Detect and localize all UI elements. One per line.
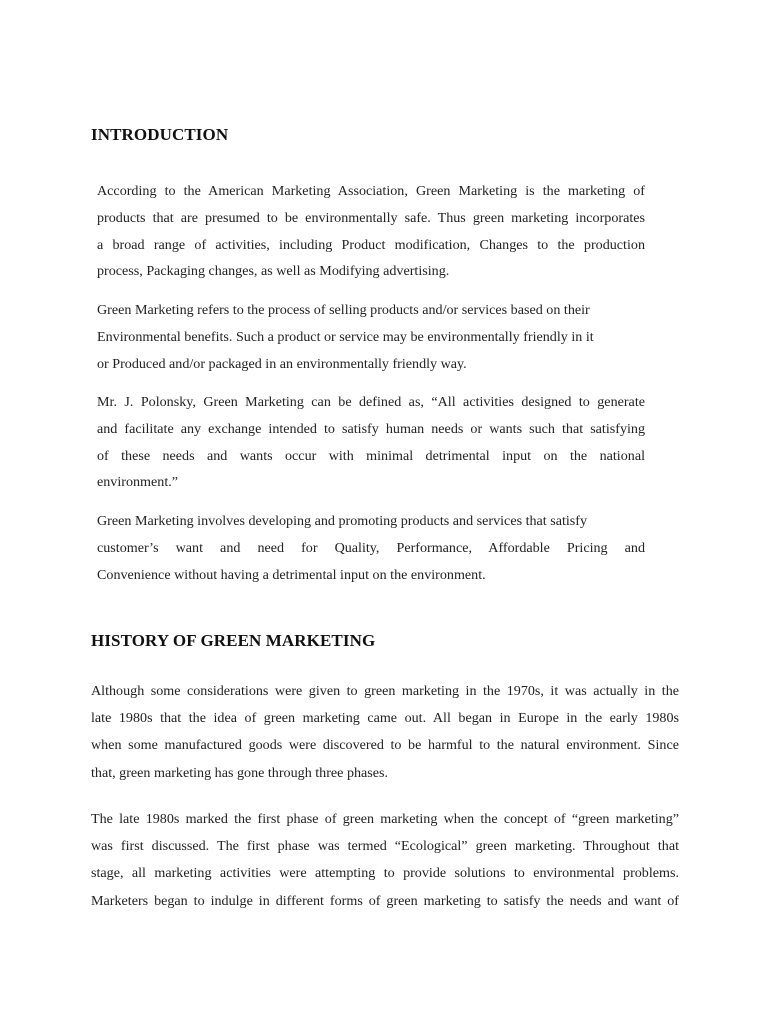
text-line: products that are presumed to be environmentally safe. Thus green marketing incorporates: [97, 209, 645, 226]
text-line: The late 1980s marked the first phase of green marketing when the concept of “green marketing”: [91, 811, 679, 827]
text-line: or Produced and/or packaged in an environmentally friendly way.: [97, 355, 467, 372]
text-line: environment.”: [97, 474, 179, 491]
text-line: that, green marketing has gone through three phases.: [91, 764, 389, 781]
history-heading: HISTORY OF GREEN MARKETING: [91, 631, 376, 650]
text-line: According to the American Marketing Association, Green Marketing is the marketing of: [97, 183, 645, 199]
text-line: Environmental benefits. Such a product or service may be environmentally friendly in it: [97, 328, 594, 345]
text-line: and facilitate any exchange intended to satisfy human needs or wants such that satisfying: [97, 420, 645, 437]
history-paragraph-1: [91, 678, 679, 787]
text-line: late 1980s that the idea of green marketing came out. All began in Europe in the early 1980s: [91, 710, 679, 727]
text-line: of these needs and wants occur with minimal detrimental input on the national: [97, 447, 645, 464]
text-line: Marketers began to indulge in different forms of green marketing to satisfy the needs and want of: [91, 892, 679, 909]
text-line: stage, all marketing activities were attempting to provide solutions to environmental problems.: [91, 865, 679, 882]
intro-paragraph-4: [97, 508, 645, 588]
text-line: Although some considerations were given to green marketing in the 1970s, it was actually in the: [91, 683, 679, 699]
text-line: when some manufactured goods were discovered to be harmful to the natural environment. Since: [91, 737, 679, 754]
text-line: customer’s want and need for Quality, Performance, Affordable Pricing and: [97, 539, 645, 556]
text-line: Green Marketing involves developing and promoting products and services that satisfy: [97, 513, 588, 529]
intro-paragraph-3: [97, 389, 645, 496]
text-line: Convenience without having a detrimental input on the environment.: [97, 566, 486, 583]
history-paragraph-2: [91, 806, 679, 915]
intro-paragraph-1: [97, 178, 645, 285]
intro-paragraph-2: [97, 297, 645, 377]
text-line: Green Marketing refers to the process of selling products and/or services based on their: [97, 302, 590, 318]
text-line: process, Packaging changes, as well as Modifying advertising.: [97, 263, 450, 280]
text-line: a broad range of activities, including Product modification, Changes to the production: [97, 236, 645, 253]
text-line: Mr. J. Polonsky, Green Marketing can be defined as, “All activities designed to generate: [97, 394, 645, 410]
text-line: was first discussed. The first phase was termed “Ecological” green marketing. Throughout that: [91, 838, 679, 855]
introduction-heading: INTRODUCTION: [91, 125, 229, 144]
